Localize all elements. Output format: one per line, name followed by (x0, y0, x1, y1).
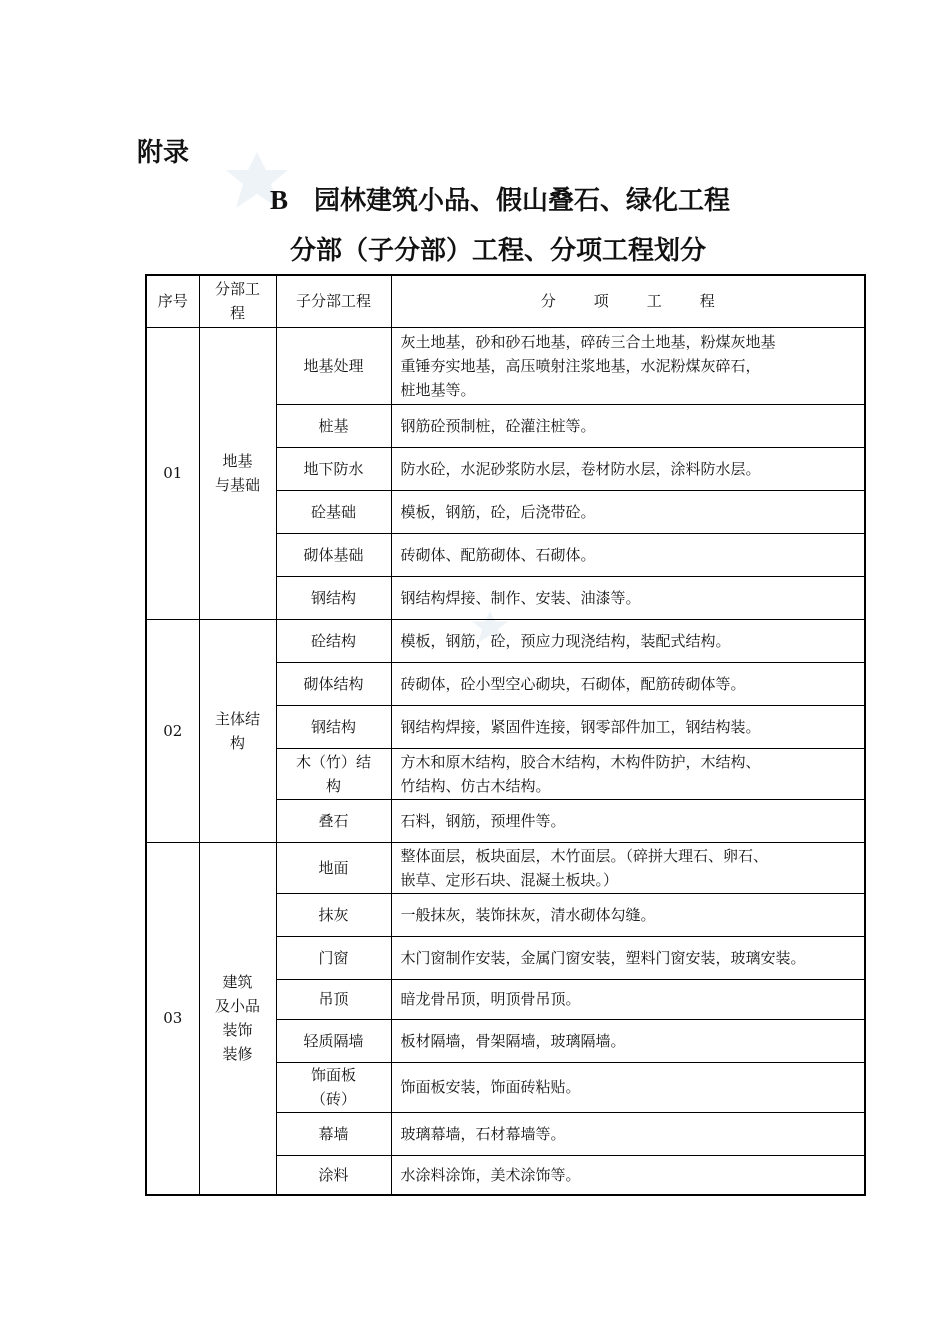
items-cell (391, 1062, 865, 1112)
items-cell-line: 钢结构焊接、制作、安装、油漆等。 (400, 588, 641, 607)
items-cell (391, 1112, 865, 1155)
subdivision-cell (276, 979, 391, 1019)
subdivision-cell (276, 662, 391, 705)
subdivision-cell-line: 叠石 (318, 811, 349, 830)
items-cell (391, 842, 865, 893)
subdivision-cell (276, 1062, 391, 1112)
subdivision-cell-line: 砌体基础 (303, 545, 364, 564)
items-cell-line: 桩地基等。 (400, 380, 476, 399)
header-items-char: 程 (699, 292, 715, 311)
subdivision-cell-line: 饰面板 (310, 1066, 356, 1084)
items-cell-line: 砖砌体，砼小型空心砌块，石砌体，配筋砖砌体等。 (400, 674, 746, 693)
document-title-line1 (0, 182, 950, 219)
subdivision-cell-line: 木（竹）结 (295, 752, 371, 771)
group-division (199, 619, 276, 842)
subdivision-cell (276, 447, 391, 490)
subdivision-cell (276, 1019, 391, 1062)
items-cell (391, 662, 865, 705)
subdivision-cell (276, 576, 391, 619)
header-items-char: 分 (540, 292, 556, 311)
items-cell-line: 砖砌体、配筋砌体、石砌体。 (400, 545, 596, 564)
subdivision-cell-line: 构 (325, 776, 341, 795)
group-division-line: 主体结 (214, 709, 260, 728)
subdivision-cell (276, 619, 391, 662)
subdivision-cell-line: 钢结构 (310, 588, 356, 607)
items-cell-line: 木门窗制作安装，金属门窗安装，塑料门窗安装，玻璃安装。 (400, 948, 806, 967)
subdivision-cell-line: （砖） (310, 1090, 356, 1108)
items-cell (391, 490, 865, 533)
group-division-line: 及小品 (214, 997, 260, 1016)
group-seq: 02 (146, 619, 199, 842)
subdivision-cell (276, 490, 391, 533)
header-items-char: 项 (593, 292, 609, 311)
items-cell-line: 防水砼，水泥砂浆防水层，卷材防水层，涂料防水层。 (400, 459, 761, 478)
items-cell-line: 钢筋砼预制桩，砼灌注桩等。 (400, 416, 596, 435)
subdivision-cell (276, 748, 391, 799)
items-cell (391, 327, 865, 404)
items-cell (391, 799, 865, 842)
items-cell-line: 板材隔墙，骨架隔墙，玻璃隔墙。 (400, 1031, 626, 1050)
items-cell (391, 1019, 865, 1062)
items-cell (391, 979, 865, 1019)
header-subdivision: 子分部工程 (276, 275, 391, 327)
header-items-char: 工 (646, 292, 662, 311)
subdivision-cell-line: 门窗 (318, 948, 349, 967)
items-cell (391, 619, 865, 662)
subdivision-cell (276, 705, 391, 748)
subdivision-cell-line: 地基处理 (303, 356, 364, 375)
group-division-line: 与基础 (214, 476, 260, 494)
items-cell-line: 玻璃幕墙，石材幕墙等。 (400, 1124, 566, 1143)
group-division-line: 构 (229, 733, 245, 752)
table-body (146, 327, 865, 1195)
header-division-line: 程 (229, 304, 245, 323)
subdivision-cell (276, 533, 391, 576)
items-cell (391, 748, 865, 799)
subdivision-cell-line: 桩基 (318, 416, 349, 435)
items-cell-line: 重锤夯实地基，高压喷射注浆地基，水泥粉煤灰碎石， (400, 356, 761, 375)
subdivision-cell-line: 砼基础 (310, 502, 356, 521)
items-cell-line: 暗龙骨吊顶，明顶骨吊顶。 (400, 990, 581, 1008)
items-cell-line: 一般抹灰，装饰抹灰，清水砌体勾缝。 (400, 905, 656, 924)
group-division-line: 装饰 (222, 1021, 253, 1040)
subdivision-cell-line: 吊顶 (318, 990, 349, 1008)
subdivision-cell (276, 404, 391, 447)
items-cell-line: 石料，钢筋，预埋件等。 (400, 811, 566, 830)
subdivision-cell-line: 地下防水 (303, 459, 364, 478)
group-seq: 01 (146, 327, 199, 619)
subdivision-cell-line: 地面 (318, 858, 349, 877)
items-cell-line: 灰土地基，砂和砂石地基，碎砖三合土地基，粉煤灰地基 (400, 332, 776, 351)
group-division-line: 地基 (222, 452, 253, 470)
subdivision-cell-line: 砌体结构 (303, 674, 364, 693)
items-cell-line: 竹结构、仿古木结构。 (400, 776, 551, 795)
division-table (145, 274, 866, 1196)
items-cell-line: 嵌草、定形石块、混凝土板块。） (400, 870, 619, 889)
document-title-line2: 分部（子分部）工程、分项工程划分 (289, 236, 706, 266)
header-division (199, 275, 276, 327)
header-division-line: 分部工 (214, 280, 260, 299)
title-letter: B (269, 185, 288, 215)
group-division (199, 327, 276, 619)
table-row (146, 327, 865, 404)
subdivision-cell (276, 799, 391, 842)
subdivision-cell (276, 893, 391, 936)
group-division-line: 装修 (222, 1045, 253, 1064)
group-division-line: 建筑 (222, 973, 253, 992)
header-seq: 序号 (146, 275, 199, 327)
items-cell-line: 方木和原木结构，胶合木结构，木构件防护，木结构、 (400, 752, 761, 771)
subdivision-cell-line: 抹灰 (318, 905, 349, 924)
subdivision-cell-line: 砼结构 (310, 631, 356, 650)
subdivision-cell (276, 1155, 391, 1195)
items-cell-line: 水涂料涂饰，美术涂饰等。 (400, 1165, 581, 1184)
items-cell-line: 整体面层，板块面层，木竹面层。（碎拼大理石、卵石、 (400, 846, 769, 865)
subdivision-cell-line: 钢结构 (310, 717, 356, 736)
items-cell-line: 模板，钢筋，砼，预应力现浇结构，装配式结构。 (400, 631, 731, 650)
items-cell (391, 533, 865, 576)
items-cell-line: 饰面板安装，饰面砖粘贴。 (400, 1078, 581, 1096)
group-seq: 03 (146, 842, 199, 1195)
title-text: 园林建筑小品、假山叠石、绿化工程 (314, 186, 731, 216)
items-cell (391, 936, 865, 979)
header-items (391, 275, 865, 327)
subdivision-cell (276, 936, 391, 979)
table-row (146, 619, 865, 662)
subdivision-cell-line: 轻质隔墙 (303, 1031, 364, 1050)
items-cell (391, 576, 865, 619)
subdivision-cell (276, 1112, 391, 1155)
appendix-label: 附录 (137, 138, 190, 168)
items-cell (391, 705, 865, 748)
items-cell-line: 模板，钢筋，砼，后浇带砼。 (400, 502, 596, 521)
group-division (199, 842, 276, 1195)
items-cell-line: 钢结构焊接，紧固件连接，钢零部件加工，钢结构装。 (400, 717, 761, 736)
items-cell (391, 404, 865, 447)
table-header-row (146, 275, 865, 327)
items-cell (391, 1155, 865, 1195)
items-cell (391, 447, 865, 490)
subdivision-cell (276, 327, 391, 404)
subdivision-cell (276, 842, 391, 893)
subdivision-cell-line: 涂料 (318, 1165, 349, 1184)
table-row (146, 842, 865, 893)
subdivision-cell-line: 幕墙 (318, 1124, 349, 1143)
items-cell (391, 893, 865, 936)
